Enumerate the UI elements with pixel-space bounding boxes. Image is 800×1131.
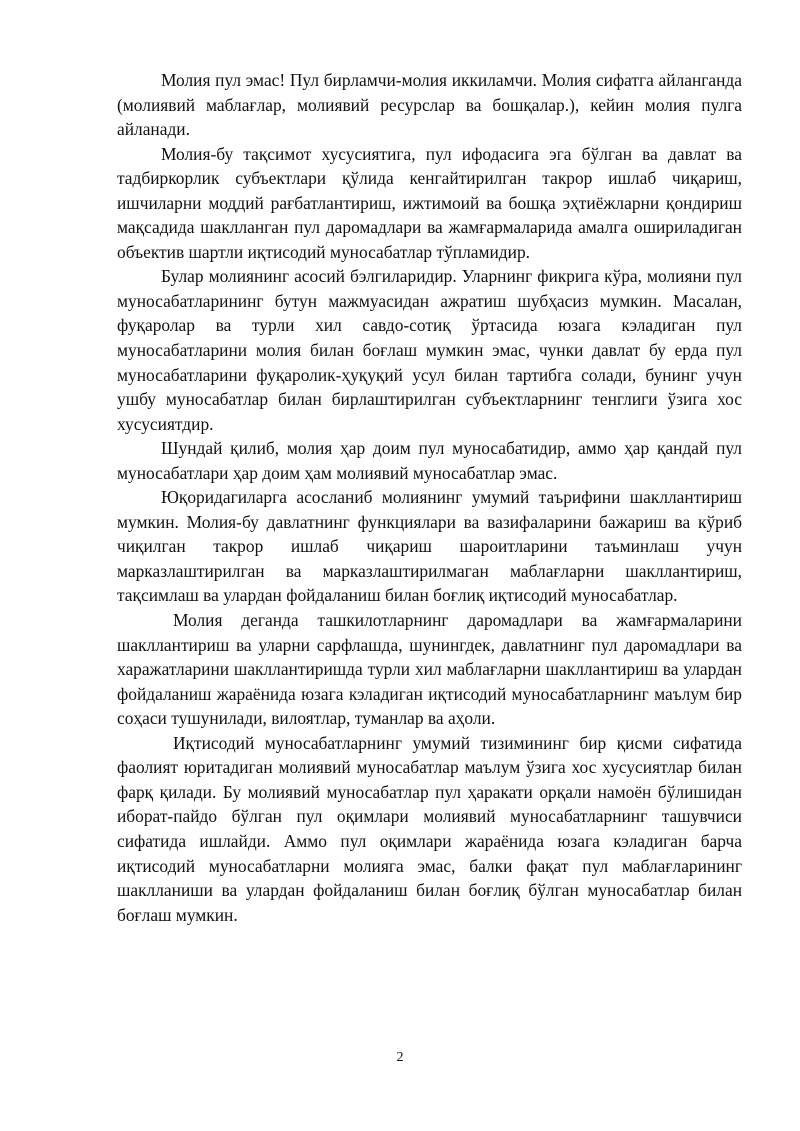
page-number: 2 [396, 1050, 404, 1065]
paragraph-7: Иқтисодий муносабатларнинг умумий тизимининг бир қисми сифатида фаолият юритадиган молиявий муносабатлар маълум ўзига хос хусусиятлар билан фарқ қилади. Бу молиявий муносабатлар пул ҳаракати орқали намоён бўлишидан иборат-пайдо бўлган пул оқимлари молиявий муносабатларнинг ташувчиси сифатида ишлайди. Аммо пул оқимлари жараёнида юзага кэладиган барча иқтисодий муносабатларни молияга эмас, балки фақат пул маблағларининг шаклланиши ва улардан фойдаланиш билан боғлиқ бўлган муносабатлар билан боғлаш мумкин. [117, 732, 742, 925]
paragraph-5: Юқоридагиларга асосланиб молиянинг умумий таърифини шакллантириш мумкин. Молия-бу давлатнинг функциялари ва вазифаларини бажариш ва кўриб чиқилган такрор ишлаб чиқариш шароитларини таъминлаш учун марказлаштирилган ва марказлаштирилмаган маблағларни шакллантириш, тақсимлаш ва улардан фойдаланиш билан боғлиқ иқтисодий муносабатлар. [117, 487, 742, 606]
document-body [117, 68, 742, 927]
paragraph-4: Шундай қилиб, молия ҳар доим пул муносабатидир, аммо ҳар қандай пул муносабатлари ҳар доим ҳам молиявий муносабатлар эмас. [117, 438, 742, 483]
paragraph-2: Молия-бу тақсимот хусусиятига, пул ифодасига эга бўлган ва давлат ва тадбиркорлик субъектлари қўлида кенгайтирилган такрор ишлаб чиқариш, ишчиларни моддий рағбатлантириш, ижтимоий ва бошқа эҳтиёжларни қондириш мақсадида шаклланган пул даромадлари ва жамғармаларида амалга ошириладиган объектив шартли иқтисодий муносабатлар тўпламидир. [117, 143, 742, 262]
paragraph-3: Булар молиянинг асосий бэлгиларидир. Уларнинг фикрига кўра, молияни пул муносабатларининг бутун мажмуасидан ажратиш шубҳасиз мумкин. Масалан, фуқаролар ва турли хил савдо-сотиқ ўртасида юзага кэладиган пул муносабатларини молия билан боғлаш мумкин эмас, чунки давлат бу ерда пул муносабатларини фуқаролик-ҳуқуқий усул билан тартибга солади, бунинг учун ушбу муносабатлар билан бирлаштирилган субъектларнинг тенглиги ўзига хос хусусиятдир. [117, 266, 742, 434]
paragraph-6: Молия деганда ташкилотларнинг даромадлари ва жамғармаларини шакллантириш ва уларни сарфлашда, шунингдек, давлатнинг пул даромадлари ва харажатларини шакллантиришда турли хил маблағларни шакллантириш ва улардан фойдаланиш жараёнида юзага кэладиган иқтисодий муносабатларнинг маълум бир соҳаси тушунилади, вилоятлар, туманлар ва аҳоли. [117, 610, 742, 729]
paragraph-1: Молия пул эмас! Пул бирламчи-молия иккиламчи. Молия сифатга айланганда (молиявий маблағлар, молиявий ресурслар ва бошқалар.), кейин молия пулга айланади. [117, 70, 742, 140]
